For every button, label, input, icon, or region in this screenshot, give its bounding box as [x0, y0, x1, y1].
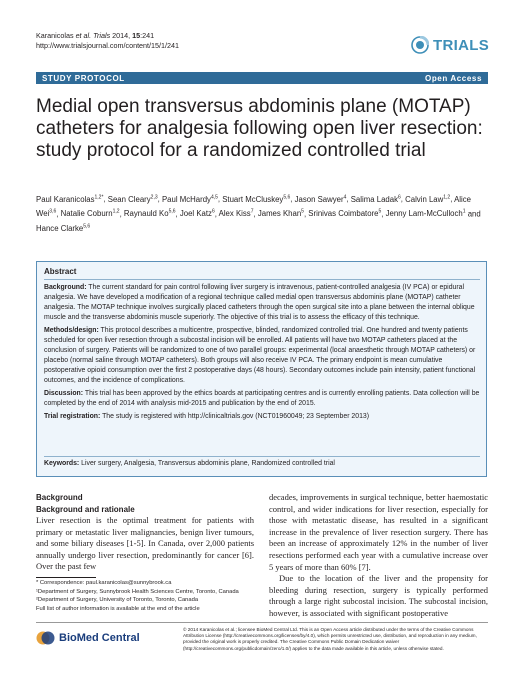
- journal-logo: [411, 34, 489, 56]
- author-affiliation: 5,6: [168, 208, 176, 215]
- author-affiliation: 1,2: [443, 194, 451, 200]
- author-name: Paul McHardy$^{4,5}$: [161, 194, 218, 204]
- trials-logo-icon: [411, 36, 429, 54]
- author-affiliation: 6: [211, 208, 215, 215]
- author-name: Srinivas Coimbatore$^5$: [308, 208, 382, 219]
- author-affiliation: 5,6: [83, 223, 91, 230]
- author-name: Raynauld Ko$^{5,6}$: [123, 208, 176, 219]
- author-affiliation: 5,6: [283, 194, 291, 200]
- author-name: Alice Wei$^{3,6}$: [36, 194, 472, 219]
- journal-name: TRIALS: [433, 36, 489, 54]
- author-affiliation: 1: [462, 208, 466, 215]
- license-text: © 2014 Karanicolas et al.; licensee BioMed Central Ltd. This is an Open Access article distributed under the terms of the Creative Commons Attribution License (http://creativecommons.org/licenses/by/4.0), which permits unrestricted use, distribution, and reproduction in any medium, provided the original work is properly credited. The Creative Commons Public Domain Dedication waiver (http://creativecommons.org/publicdomain/zero/1.0/) applies to the data made available in this article, unless otherwise stated.: [183, 627, 477, 651]
- bmc-logo-icon: [36, 629, 56, 647]
- author-affiliation: 3,6: [49, 208, 57, 215]
- author-name: Alex Kiss$^7$: [218, 208, 254, 219]
- section-banner: [36, 72, 488, 84]
- author-name: Jason Sawyer$^4$: [294, 194, 347, 204]
- keywords: Keywords: Liver surgery, Analgesia, Transversus abdominis plane, Randomized controlled trial: [44, 460, 335, 467]
- left-paragraph: Liver resection is the optimal treatment for patients with primary or metastatic liver malignancies, benign liver tumours, and some biliary diseases [1-5]. In Canada, over 2,000 patients annually undergo liver resection, predominantly for cancer [6]. Over the past few: [36, 515, 254, 572]
- left-column: [36, 492, 254, 573]
- footer-rule: [36, 622, 488, 623]
- biomed-central-logo: [36, 628, 140, 648]
- author-affiliation: 4: [343, 194, 347, 200]
- heading-background: Background: [36, 493, 83, 502]
- right-paragraph-2: Due to the location of the liver and the propensity for bleeding during resection, surgery is typically performed through a large right subcostal incision. The subcostal incision, however, is associated with significant postoperative: [269, 573, 488, 618]
- abstract-rule-top: [44, 279, 480, 280]
- abstract-rule-bottom: [44, 456, 480, 457]
- running-header: [36, 31, 179, 51]
- correspondence: * Correspondence: paul.karanicolas@sunnybrook.ca: [36, 580, 172, 586]
- author-name: Hance Clarke$^{5,6}$: [36, 223, 91, 234]
- heading-rationale: Background and rationale: [36, 504, 135, 514]
- author-name: Calvin Law$^{1,2}$: [405, 194, 451, 204]
- right-column: [269, 492, 488, 620]
- author-name: Sean Cleary$^{2,3}$: [107, 194, 158, 204]
- author-name: Joel Katz$^6$: [179, 208, 215, 219]
- abstract-background: Background: The current standard for pain control following liver surgery is intravenous, patient-controlled analgesia (IV PCA) or epidural analgesia. We have developed a modification of a regional technique called medial open transversus abdominis plane (MOTAP) catheter analgesia. The MOTAP technique involves surgically placed catheters through the open surgical site into a plane between the internal oblique muscle and the transverse abdominis muscle superiorly. The objective of this trial is to assess the efficacy of this technique.: [44, 284, 475, 321]
- affiliation-2: ²Department of Surgery, University of Toronto, Toronto, Canada: [36, 597, 199, 604]
- author-affiliation: 1,2*: [94, 194, 104, 200]
- right-paragraph-1: decades, improvements in surgical technique, better haemostatic control, and wider indications for liver resection, especially for those with metastatic disease, has resulted in a significant increase in the prevalence of liver resection surgery. There has been an increase of approximately 12% in the number of liver resections performed each year with a cumulative increase over 5 years of more than 60% [7].: [269, 492, 488, 572]
- abstract-box: [36, 261, 487, 477]
- author-name: Paul Karanicolas$^{1,2*}$: [36, 194, 104, 204]
- author-affiliation: 6: [397, 194, 401, 200]
- author-name: Jenny Lam-McCulloch$^1$: [385, 208, 466, 219]
- footnote-rule: [36, 577, 96, 578]
- author-and: and: [467, 209, 481, 219]
- author-info-note: Full list of author information is available at the end of the article: [36, 605, 200, 612]
- open-access-label: Open Access: [425, 73, 482, 83]
- abstract-discussion: Discussion: This trial has been approved by the ethics boards at participating centres and is currently enrolling patients. Data collection will be completed by the end of 2014 with analysis mid-2015 and publication by the end of 2015.: [44, 390, 480, 407]
- author-affiliation: 7: [250, 208, 254, 215]
- article-url[interactable]: http://www.trialsjournal.com/content/15/1/241: [36, 41, 180, 50]
- abstract-body: [44, 283, 480, 425]
- bmc-wordmark: BioMed Central: [59, 632, 140, 644]
- footnotes: [36, 579, 254, 613]
- author-name: James Khan$^5$: [257, 208, 304, 219]
- author-affiliation: 1,2: [112, 208, 120, 215]
- article-title: Medial open transversus abdominis plane (MOTAP) catheters for analgesia following open liver resection: study protocol for a randomized controlled trial: [36, 96, 483, 161]
- author-affiliation: 5: [301, 208, 304, 215]
- author-affiliation: 4,5: [210, 194, 218, 200]
- abstract-heading: Abstract: [44, 267, 77, 276]
- section-label: STUDY PROTOCOL: [42, 73, 125, 83]
- abstract-methods: Methods/design: This protocol describes a multicentre, prospective, blinded, randomized controlled trial. One hundred and twenty patients scheduled for open liver resection through a subcostal incision will be enrolled. All patients will have two MOTAP catheters placed at the conclusion of surgery. Patients will be randomized to one of two parallel groups: experimental (local anaesthetic through MOTAP catheters) or placebo (normal saline through MOTAP catheters). Both groups will also receive IV PCA. The primary endpoint is mean cumulative postoperative opioid consumption over the first 2 postoperative days (48 hours). Secondary outcomes include pain intensity, patient functional outcomes, and the incidence of complications.: [44, 327, 476, 384]
- author-name: Stuart McCluskey$^{5,6}$: [222, 194, 291, 204]
- affiliation-1: ¹Department of Surgery, Sunnybrook Health Sciences Centre, Toronto, Canada: [36, 588, 239, 595]
- abstract-registration: Trial registration: The study is registered with http://clinicaltrials.gov (NCT01960049; 23 September 2013): [44, 413, 370, 420]
- author-name: Natalie Coburn$^{1,2}$: [60, 208, 120, 219]
- author-list: Paul Karanicolas$^{1,2*}$, Sean Cleary$^{2,3}$, Paul McHardy$^{4,5}$, Stuart McCluskey$^{5,6}$, Jason Sawyer$^4$, Salima Ladak$^6$, Calvin Law$^{1,2}$, Alice Wei$^{3,6}$, Natalie Coburn$^{1,2}$, Raynauld Ko$^{5,6}$, Joel Katz$^6$, Alex Kiss$^7$, James Khan$^5$, Srinivas Coimbatore$^5$, Jenny Lam-McCulloch$^1$ and Hance Clarke$^{5,6}$: [36, 194, 481, 234]
- citation: Karanicolas et al. Trials 2014, 15:241: [36, 31, 155, 40]
- author-affiliation: 2,3: [150, 194, 158, 200]
- author-affiliation: 5: [378, 208, 382, 215]
- author-name: Salima Ladak$^6$: [350, 194, 401, 204]
